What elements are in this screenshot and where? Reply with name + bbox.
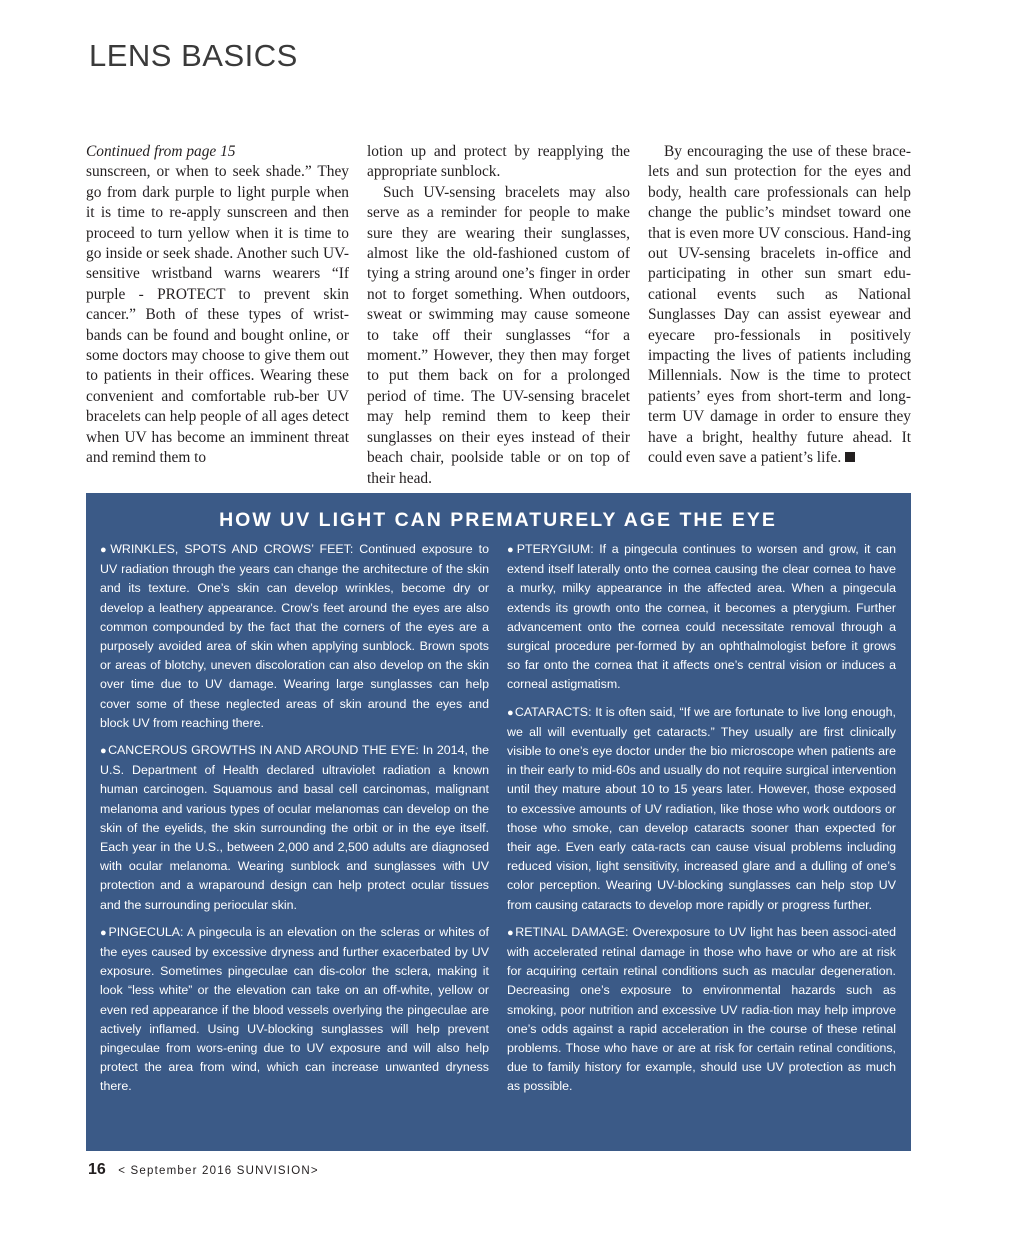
end-mark-icon [845,452,855,462]
sidebar-item-heading: RETINAL DAMAGE: [515,924,629,939]
bullet-icon: ● [507,706,514,719]
sidebar-item-text: A pingecula is an elevation on the scleras or whites of the eyes caused by excessive dryness and further exacerbated by UV exposure. Sometimes pingeculae can dis-color the sclera, making it look “less white” or the elevation can take on an off-white, yellow or even red appearance if the blood vessels overlying the pingeculae are actively inflamed. Using UV-blocking sunglasses will help prevent pingeculae from wors-ening due to UV exposure and will also help protect the area from wind, which can increase unwanted dryness there. [100,924,489,1094]
sidebar-item-heading: CANCEROUS GROWTHS IN AND AROUND THE EYE: [108,743,419,758]
sidebar-item-cataracts [507,703,896,915]
sidebar-column-right [507,540,896,1105]
sidebar-item-cancerous-growths [100,741,489,915]
sidebar-title: HOW UV LIGHT CAN PREMATURELY AGE THE EYE [219,509,777,531]
article-column-2 [367,142,630,489]
sidebar-item-wrinkles [100,540,489,733]
sidebar-item-text: In 2014, the U.S. Department of Health declared ultraviolet radiation a known human carcinogen. Squamous and basal cell carcinomas, malignant melanoma and various types of ocular melanomas can develop on the skin of the eyelids, the skin surrounding the orbit or in the eye itself. Each year in the U.S., between 2,000 and 2,500 adults are diagnosed with ocular melanoma. Wearing sunblock and sunglasses with UV protection and a wraparound design can help protect ocular tissues and the surrounding periocular skin. [100,743,489,912]
uv-sidebar-box [86,493,911,1151]
sidebar-item-pterygium [507,540,896,695]
issue-label: < September 2016 SUNVISION> [118,1165,319,1177]
bullet-icon: ● [507,544,516,556]
sidebar-item-retinal-damage [507,923,896,1097]
sidebar-item-text: It is often said, “If we are fortunate to live long enough, we all will eventually get cataracts.” They usually are first clinically visible to one’s eye doctor under the bio microscope when patients are in their early to mid-60s and usually do not require surgical intervention until they mature about 10 to 15 years later. However, those exposed to excessive amounts of UV radiation, like those who work outdoors or those who smoke, can develop cataracts sooner than expected for their age. Even early cata-racts can cause visual problems including reduced vision, light sensitivity, increased glare and a dulling of one’s color perception. Wearing UV-blocking sunglasses can help stop UV from causing cataracts to develop more rapidly or progress further. [507,704,896,912]
article-paragraph: sunscreen, or when to seek shade.” They go from dark purple to light purple when it is time to re-apply sunscreen and then proceed to turn yellow when it is time to go inside or seek shade. Another such UV-sensitive wristband warns wearers “If purple - PROTECT to prevent skin cancer.” Both of these types of wrist-bands can be found and bought online, or some doctors may choose to give them out to patients in their offices. Wearing these convenient and comfortable rub-ber UV bracelets can help people of all ages detect when UV has become an imminent threat and remind them to [86,163,349,467]
article-paragraph: lotion up and protect by reapplying the appropriate sunblock. [367,143,630,181]
sidebar-item-heading: WRINKLES, SPOTS AND CROWS’ FEET: [110,542,354,556]
article-column-3 [648,142,911,489]
sidebar-item-text: If a pingecula continues to worsen and grow, it can extend itself laterally onto the cornea causing the clear cornea to have a murky, milky appearance in the affected area. When a pingecula extends its growth onto the cornea, it becomes a pterygium. Further advancement onto the cornea could necessitate removal through a surgical procedure per-formed by an ophthalmologist before it grows so far onto the cornea that it affects one’s central vision or induces a corneal astigmatism. [507,542,896,692]
bullet-icon: ● [507,926,515,939]
bullet-icon: ● [100,745,108,758]
article-body [86,142,912,489]
article-paragraph: Such UV-sensing bracelets may also serve as a reminder for people to make sure they are wearing their sunglasses, almost like the old-fashioned custom of tying a string around one’s finger in order not to forget something. When outdoors, sweat or swimming may cause someone to take off their sunglasses “for a moment.” However, they then may forget to put them back on for a prolonged period of time. The UV-sensing bracelet may help remind them to keep their sunglasses on their eyes instead of their beach chair, poolside table or on top of their head. [367,183,630,487]
sidebar-column-left [100,540,489,1105]
page-footer [88,1161,319,1179]
sidebar-item-text: Overexposure to UV light has been associ-ated with accelerated retinal damage in those who have or who are at risk for acquiring certain retinal conditions such as macular degeneration. Decreasing one’s exposure to environmental hazards such as smoking, poor nutrition and excessive UV radia-tion may help improve one’s odds against a rapid acceleration in the course of these retinal problems. Those who have or are at risk for certain retinal conditions, due to family history for example, should use UV protection as much as possible. [507,924,897,1094]
continued-note: Continued from page 15 [86,143,236,160]
article-paragraph [648,142,911,469]
sidebar-item-heading: PTERYGIUM: [516,542,594,556]
bullet-icon: ● [100,544,110,556]
sidebar-item-pingecula [100,923,489,1097]
page-number: 16 [88,1161,106,1178]
sidebar-item-text: Continued exposure to UV radiation through the years can change the architecture of the skin and its texture. One’s skin can develop wrinkles, become dry or develop a leathery appearance. Crow’s feet around the eyes are also common compounded by the fact that the corners of the eyes are a purposely avoided area of skin when applying sunblock. Brown spots or areas of blotchy, uneven discoloration can also develop on the skin over time due to UV damage. Wearing large sunglasses can help cover some of these neglected areas of skin around the eyes and block UV from reaching there. [100,542,489,730]
article-column-1 [86,142,349,489]
sidebar-item-heading: CATARACTS: [514,704,592,719]
bullet-icon: ● [100,926,108,939]
article-paragraph-text: By encouraging the use of these brace-lets and sun protection for the eyes and body, health care professionals can help change the public’s mindset toward one that is even more UV conscious. Hand-ing out UV-sensing bracelets in-office and participating in other sun smart edu-cational events such as National Sunglasses Day can assist eyewear and eyecare pro-fessionals in positively impacting the lives of patients including Millennials. Now is the time to protect patients’ eyes from short-term and long-term UV damage in order to ensure they have a bright, healthy future ahead. It could even save a patient’s life. [648,143,911,467]
section-title: LENS BASICS [89,38,298,73]
sidebar-item-heading: PINGECULA: [108,924,184,939]
